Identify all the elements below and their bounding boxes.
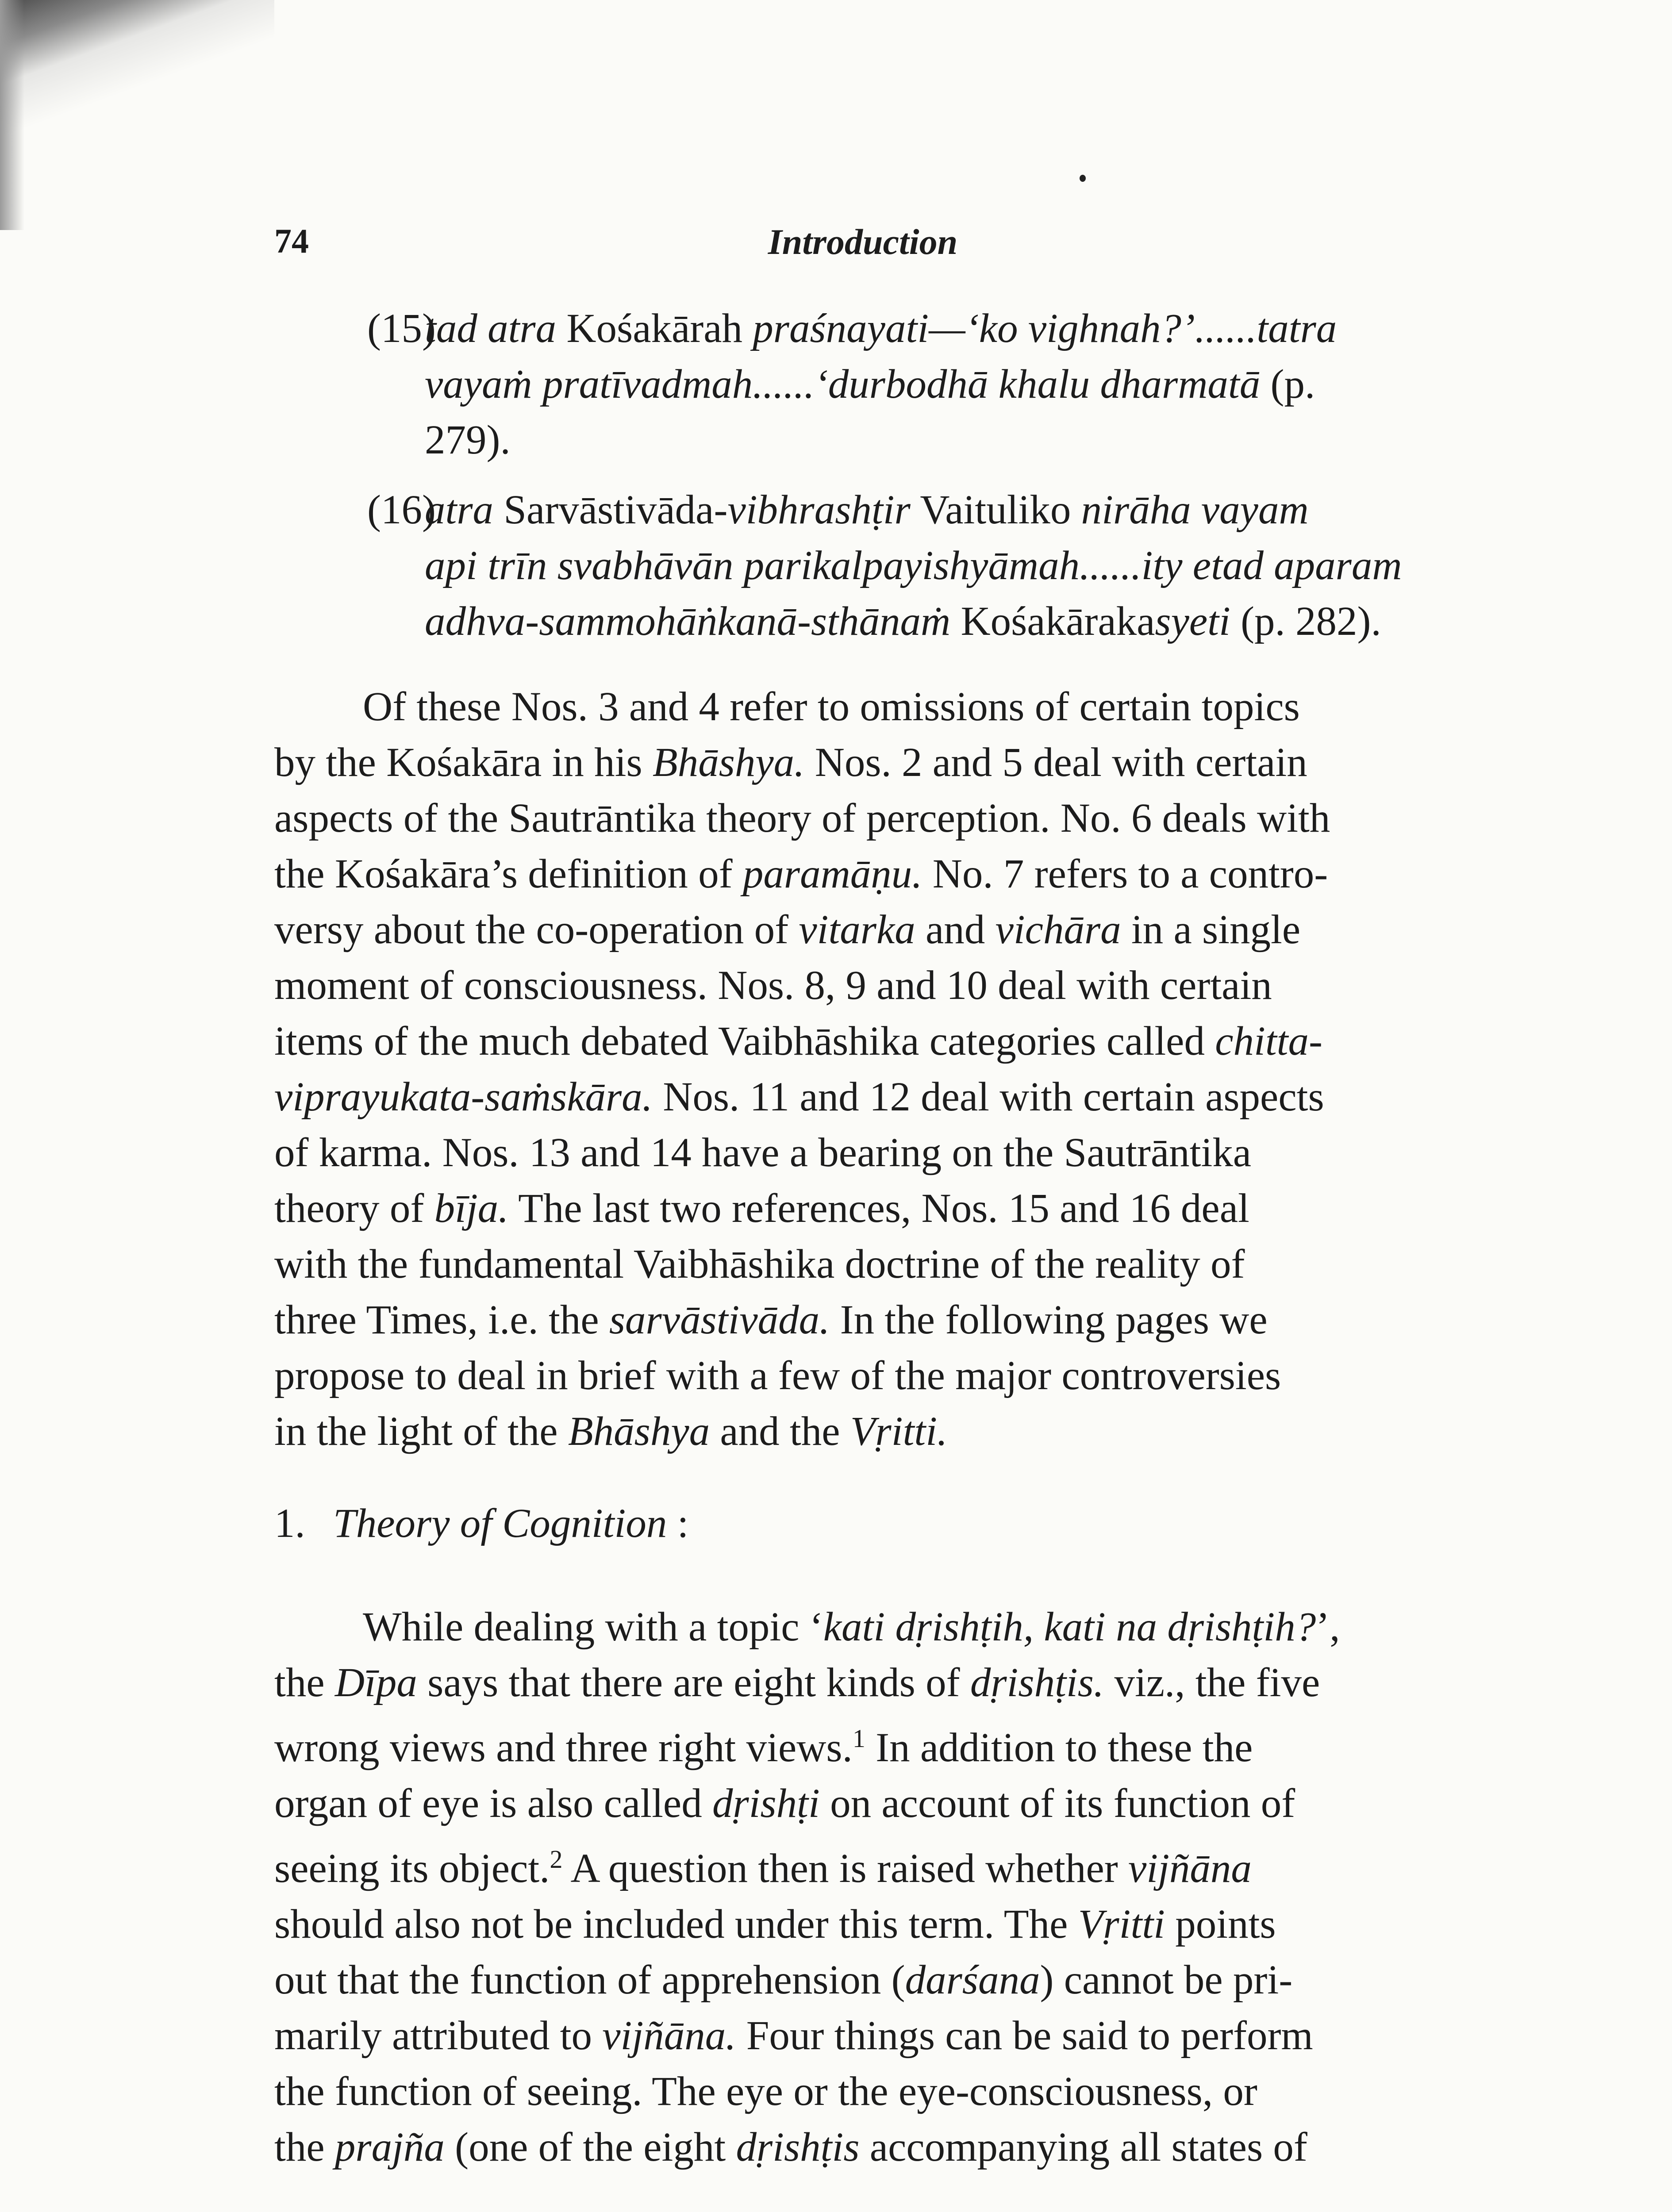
text-line: the prajña (one of the eight dṛishṭis accompanying all states of [274, 2124, 1307, 2170]
text-line: While dealing with a topic ‘kati dṛishṭih, kati na dṛishṭih?’, [363, 1604, 1340, 1650]
footnote-ref: 2 [550, 1845, 563, 1874]
numbered-quote-16 [367, 482, 1491, 649]
text-line: Of these Nos. 3 and 4 refer to omissions of certain topics [363, 684, 1300, 730]
text-line: atra Sarvāstivāda-vibhrashṭir Vaituliko nirāha vayam [425, 487, 1309, 533]
paragraph [274, 1599, 1491, 2175]
text-line: seeing its object.$^2$ A question then is raised whether vijñāna [274, 1845, 1252, 1891]
section-heading: 1. Theory of Cognition : [274, 1501, 689, 1546]
text-line: vayaṁ pratīvadmah......‘durbodhā khalu dharmatā (p. [425, 361, 1315, 407]
text-line: viprayukata-saṁskāra. Nos. 11 and 12 deal with certain aspects [274, 1074, 1324, 1120]
text-line: adhva-sammohāṅkanā-sthānaṁ Kośakārakasyeti (p. 282). [425, 599, 1381, 644]
running-head: Introduction [768, 222, 958, 262]
page-number: 74 [274, 222, 309, 260]
text-line: aspects of the Sautrāntika theory of perception. No. 6 deals with [274, 795, 1330, 841]
text-line: moment of consciousness. Nos. 8, 9 and 10 deal with certain [274, 963, 1272, 1008]
text-line: out that the function of apprehension (darśana) cannot be pri- [274, 1957, 1293, 2003]
page-header [0, 221, 1672, 279]
footnote-ref: 1 [852, 1724, 865, 1753]
text-line: marily attributed to vijñāna. Four things can be said to perform [274, 2013, 1313, 2058]
text-line: wrong views and three right views.$^1$ In addition to these the [274, 1724, 1253, 1770]
text-line: theory of bīja. The last two references, Nos. 15 and 16 deal [274, 1186, 1249, 1231]
text-line: three Times, i.e. the sarvāstivāda. In the following pages we [274, 1297, 1268, 1343]
text-line: by the Kośakāra in his Bhāshya. Nos. 2 and 5 deal with certain [274, 740, 1307, 785]
item-number: (16) [367, 487, 436, 533]
item-number: (15) [367, 306, 436, 351]
text-line: versy about the co-operation of vitarka and vichāra in a single [274, 907, 1301, 952]
text-line: the Dīpa says that there are eight kinds of dṛishṭis. viz., the five [274, 1660, 1320, 1705]
text-line: tad atra Kośakārah praśnayati—‘ko vighnah?’......tatra [425, 306, 1337, 351]
text-line: api trīn svabhāvān parikalpayishyāmah......ity etad aparam [425, 543, 1402, 588]
ink-speck [1080, 175, 1086, 182]
numbered-quote-15 [367, 301, 1491, 468]
text-line: the Kośakāra’s definition of paramāṇu. No. 7 refers to a contro- [274, 851, 1328, 897]
scan-shadow-edge [0, 0, 24, 230]
text-line: with the fundamental Vaibhāshika doctrine of the reality of [274, 1241, 1245, 1287]
text-line: propose to deal in brief with a few of the major controversies [274, 1353, 1281, 1398]
text-line: in the light of the Bhāshya and the Vṛitti. [274, 1409, 948, 1454]
text-line: should also not be included under this term. The Vṛitti points [274, 1901, 1276, 1947]
text-line: organ of eye is also called dṛishṭi on account of its function of [274, 1781, 1295, 1826]
text-line: the function of seeing. The eye or the eye-consciousness, or [274, 2069, 1257, 2114]
text-line: 279). [425, 417, 511, 463]
section-number: 1. [274, 1501, 305, 1546]
text-line: items of the much debated Vaibhāshika categories called chitta- [274, 1018, 1322, 1064]
paragraph [274, 679, 1491, 1459]
text-line: of karma. Nos. 13 and 14 have a bearing on the Sautrāntika [274, 1130, 1252, 1175]
scan-shadow-corner [0, 0, 274, 150]
section-title: Theory of Cognition [333, 1501, 667, 1546]
